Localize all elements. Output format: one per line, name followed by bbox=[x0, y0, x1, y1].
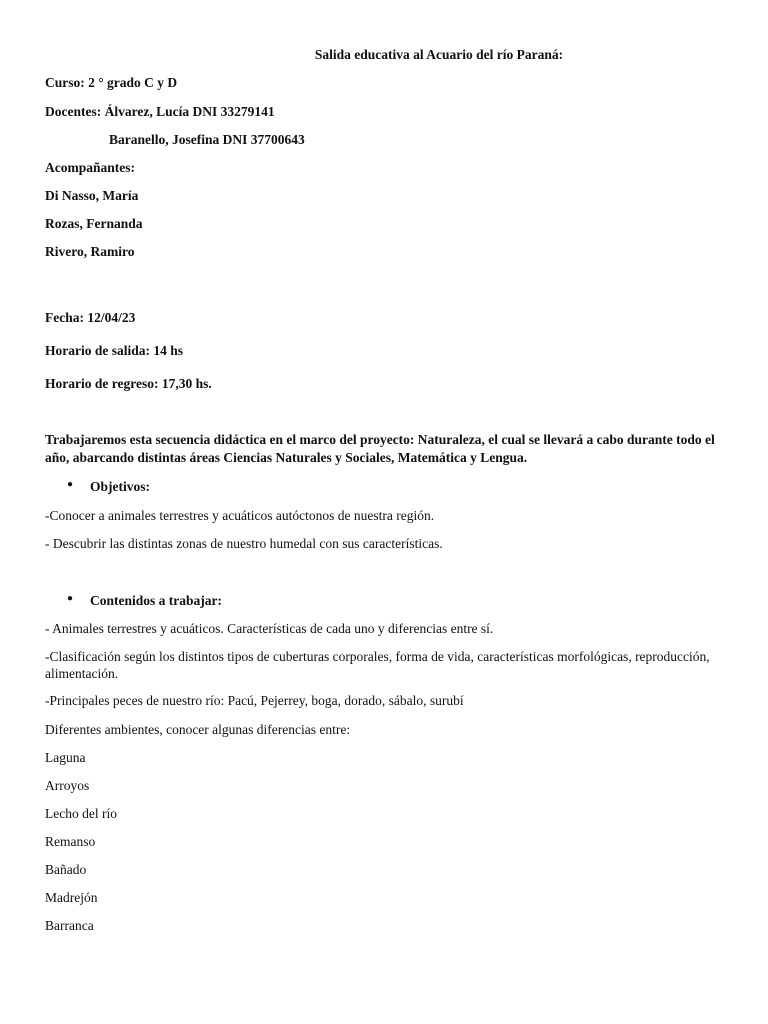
ambiente-item: Remanso bbox=[45, 834, 96, 849]
ambiente-item: Lecho del río bbox=[45, 806, 117, 821]
ambiente-item: Arroyos bbox=[45, 778, 90, 793]
objetivo-item: -Conocer a animales terrestres y acuáticos autóctonos de nuestra región. bbox=[45, 508, 435, 523]
ambiente-item: Bañado bbox=[45, 862, 87, 877]
contenido-item: -Principales peces de nuestro río: Pacú, Pejerrey, boga, dorado, sábalo, surubí bbox=[45, 693, 464, 708]
acompanante-item: Rozas, Fernanda bbox=[45, 216, 143, 231]
docentes-line-2: Baranello, Josefina DNI 37700643 bbox=[109, 132, 305, 147]
intro-paragraph: Trabajaremos esta secuencia didáctica en el marco del proyecto: Naturaleza, el cual se llevará a cabo durante todo el año, abarcando distintas áreas Ciencias Naturales y Sociales, Matemática y Lengua. bbox=[45, 432, 715, 465]
bullet-icon: ● bbox=[67, 479, 74, 490]
acompanante-item: Rivero, Ramiro bbox=[45, 244, 135, 259]
docentes-line-1: Docentes: Álvarez, Lucía DNI 33279141 bbox=[45, 104, 275, 119]
acompanantes-label: Acompañantes: bbox=[45, 160, 135, 175]
objetivos-label: Objetivos: bbox=[90, 479, 150, 494]
contenidos-label: Contenidos a trabajar: bbox=[90, 593, 222, 608]
ambiente-item: Laguna bbox=[45, 750, 86, 765]
document-title: Salida educativa al Acuario del río Paraná: bbox=[314, 47, 564, 62]
fecha-line: Fecha: 12/04/23 bbox=[45, 310, 136, 325]
contenido-item: -Clasificación según los distintos tipos de cuberturas corporales, forma de vida, características morfológicas, reproducción, alimentación. bbox=[45, 649, 710, 681]
contenidos-heading bbox=[45, 592, 645, 610]
ambiente-item: Barranca bbox=[45, 918, 94, 933]
horario-salida-line: Horario de salida: 14 hs bbox=[45, 343, 184, 358]
bullet-icon: ● bbox=[67, 593, 74, 604]
curso-line: Curso: 2 ° grado C y D bbox=[45, 75, 178, 90]
objetivos-heading bbox=[45, 478, 645, 496]
ambientes-intro: Diferentes ambientes, conocer algunas diferencias entre: bbox=[45, 722, 351, 737]
contenido-item: - Animales terrestres y acuáticos. Características de cada uno y diferencias entre sí. bbox=[45, 621, 494, 636]
acompanante-item: Di Nasso, María bbox=[45, 188, 139, 203]
horario-regreso-line: Horario de regreso: 17,30 hs. bbox=[45, 376, 212, 391]
objetivo-item: - Descubrir las distintas zonas de nuestro humedal con sus características. bbox=[45, 536, 443, 551]
ambiente-item: Madrejón bbox=[45, 890, 98, 905]
